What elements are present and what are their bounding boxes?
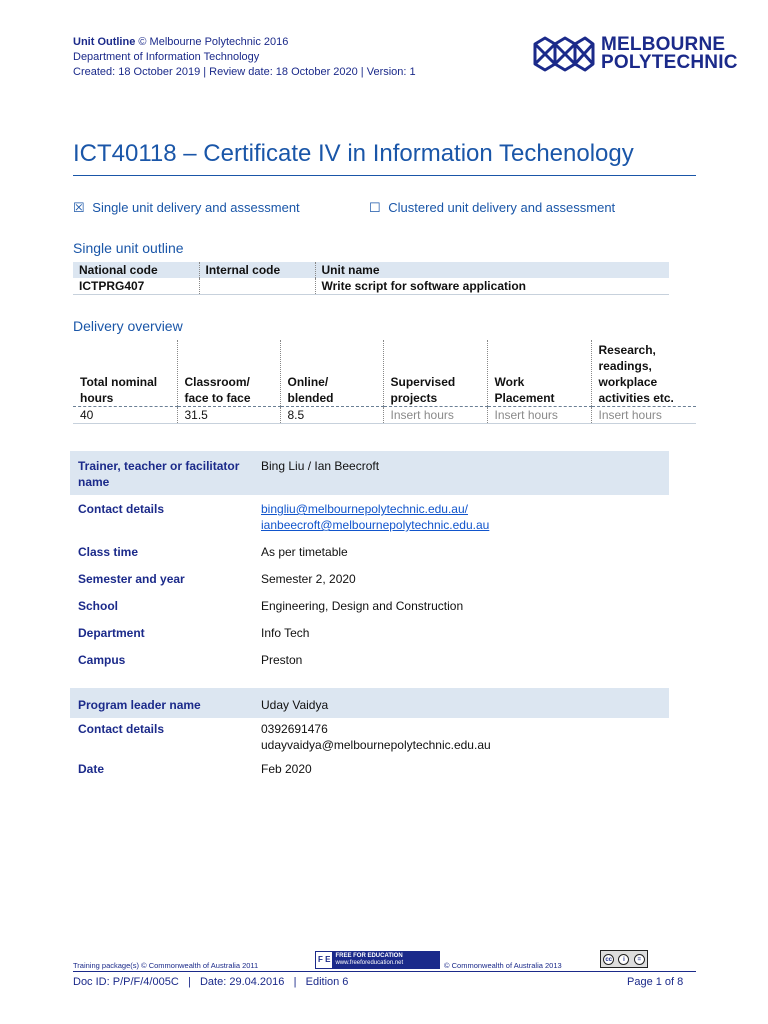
- table-row: [70, 451, 669, 495]
- nd-icon: =: [634, 954, 645, 965]
- semester-label: Semester and year: [78, 572, 185, 586]
- trainer-info-table: [70, 451, 669, 668]
- school-label: School: [78, 599, 119, 613]
- table-header-row: [73, 340, 696, 406]
- column-header: Classroom/ face to face: [177, 340, 280, 406]
- table-row: [70, 688, 669, 718]
- column-header: Internal code: [199, 262, 315, 278]
- page-title: ICT40118 – Certificate IV in Information Techenology: [73, 140, 634, 167]
- table-row: [70, 571, 669, 598]
- doc-edition: Edition 6: [305, 976, 349, 988]
- creative-commons-badge: [600, 950, 648, 968]
- table-row: [73, 278, 669, 295]
- column-header: Total nominal hours: [73, 340, 177, 406]
- single-unit-label: Single unit delivery and assessment: [92, 200, 300, 215]
- page-number: Page 1 of 8: [627, 976, 684, 988]
- program-contact-value: [253, 718, 669, 761]
- footer-doc-info: Doc ID: P/P/F/4/005C | Date: 29.04.2016 | Edition 6 Page 1 of 8: [73, 976, 684, 988]
- header-line-1: Unit Outline © Melbourne Polytechnic 2016: [73, 36, 289, 48]
- research-hours-cell: Insert hours: [591, 406, 696, 423]
- supervised-hours-cell: Insert hours: [383, 406, 487, 423]
- table-row: [70, 598, 669, 625]
- department-value: Info Tech: [261, 626, 310, 640]
- trainer-value: Bing Liu / Ian Beecroft: [253, 451, 669, 495]
- column-header: Supervised projects: [383, 340, 487, 406]
- foe-logo-icon: F E: [316, 952, 332, 968]
- table-row: [73, 406, 696, 423]
- contact-value: [253, 495, 669, 544]
- document-header: [73, 35, 416, 80]
- delivery-overview-heading: Delivery overview: [73, 318, 183, 334]
- trainer-email-link-1[interactable]: bingliu@melbournepolytechnic.edu.au/: [261, 502, 468, 516]
- total-hours-cell: 40: [73, 406, 177, 423]
- program-leader-table: [70, 688, 669, 777]
- date-label: Date: [78, 762, 105, 776]
- doc-date: Date: 29.04.2016: [199, 976, 285, 988]
- table-row: [70, 761, 669, 777]
- table-row: [70, 544, 669, 571]
- table-header-row: [73, 262, 669, 278]
- program-contact-label: Contact details: [78, 722, 165, 736]
- single-unit-outline-table: [73, 262, 669, 295]
- contact-label: Contact details: [78, 502, 165, 516]
- delivery-overview-table: [73, 340, 696, 424]
- checked-box-icon[interactable]: ☒: [73, 200, 85, 215]
- date-value: Feb 2020: [261, 762, 312, 776]
- clustered-unit-option[interactable]: [369, 200, 615, 216]
- free-for-education-badge: F E FREE FOR EDUCATION www.freeforeducation.net: [315, 951, 440, 969]
- class-time-label: Class time: [78, 545, 139, 559]
- table-row: [70, 652, 669, 668]
- program-leader-value: Uday Vaidya: [253, 688, 669, 718]
- column-header: Research, readings, workplace activities etc.: [591, 340, 696, 406]
- by-icon: i: [618, 954, 629, 965]
- header-line-3: Created: 18 October 2019 | Review date: 18 October 2020 | Version: 1: [73, 66, 416, 78]
- class-time-value: As per timetable: [261, 545, 348, 559]
- title-divider: [73, 175, 696, 176]
- training-package-notice: Training package(s) © Commonwealth of Australia 2011: [73, 961, 259, 970]
- footer-licensing: [73, 950, 696, 970]
- clustered-unit-label: Clustered unit delivery and assessment: [388, 200, 616, 215]
- column-header: Work Placement: [487, 340, 591, 406]
- column-header: National code: [73, 262, 199, 278]
- header-line-2: Department of Information Technology: [73, 51, 260, 63]
- program-phone: 0392691476: [261, 722, 328, 736]
- single-unit-option[interactable]: [73, 200, 300, 216]
- unit-name-cell: Write script for software application: [315, 278, 669, 295]
- classroom-hours-cell: 31.5: [177, 406, 280, 423]
- campus-value: Preston: [261, 653, 303, 667]
- logo-wordmark: MELBOURNE POLYTECHNIC: [601, 34, 738, 73]
- work-placement-hours-cell: Insert hours: [487, 406, 591, 423]
- campus-label: Campus: [78, 653, 126, 667]
- logo-mark-icon: [533, 36, 595, 72]
- program-leader-label: Program leader name: [70, 688, 253, 718]
- department-label: Department: [78, 626, 145, 640]
- table-row: [70, 625, 669, 652]
- single-unit-outline-heading: Single unit outline: [73, 240, 184, 256]
- unchecked-box-icon[interactable]: ☐: [369, 200, 381, 215]
- program-email: udayvaidya@melbournepolytechnic.edu.au: [261, 738, 491, 752]
- column-header: Online/ blended: [280, 340, 383, 406]
- table-row: [70, 718, 669, 761]
- doc-id: Doc ID: P/P/F/4/005C: [73, 976, 179, 988]
- online-hours-cell: 8.5: [280, 406, 383, 423]
- cc-icon: cc: [603, 954, 614, 965]
- footer-divider: [73, 971, 696, 972]
- trainer-email-link-2[interactable]: ianbeecroft@melbournepolytechnic.edu.au: [261, 518, 490, 532]
- internal-code-cell: [199, 278, 315, 295]
- semester-value: Semester 2, 2020: [261, 572, 356, 586]
- copyright-notice: © Commonwealth of Australia 2013: [444, 961, 562, 970]
- national-code-cell: ICTPRG407: [73, 278, 199, 295]
- melbourne-polytechnic-logo: [533, 36, 738, 72]
- trainer-label: Trainer, teacher or facilitator name: [70, 451, 253, 495]
- table-row: [70, 495, 669, 544]
- column-header: Unit name: [315, 262, 669, 278]
- school-value: Engineering, Design and Construction: [261, 599, 464, 613]
